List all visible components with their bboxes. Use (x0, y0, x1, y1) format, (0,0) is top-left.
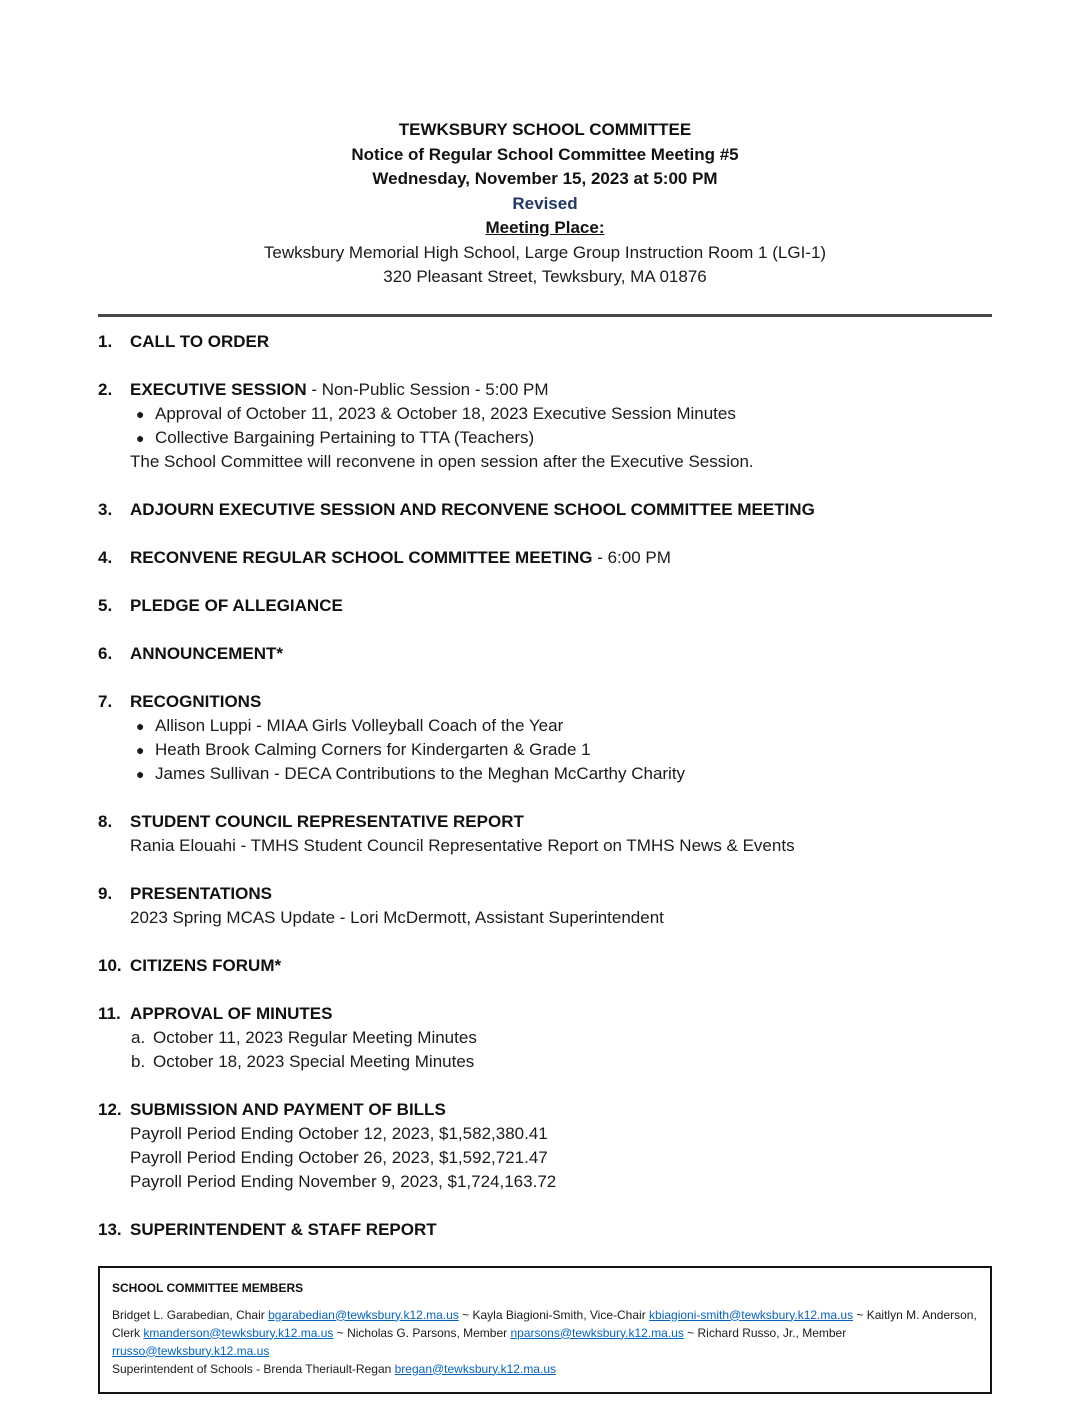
doc-datetime: Wednesday, November 15, 2023 at 5:00 PM (372, 169, 718, 188)
agenda-bullet-text: Approval of October 11, 2023 & October 18, 2023 Executive Session Minutes (155, 403, 736, 423)
agenda-item-note: The School Committee will reconvene in open session after the Executive Session. (130, 451, 754, 471)
agenda-item (98, 954, 992, 978)
agenda-item-text (130, 642, 283, 666)
agenda-item-text (130, 594, 343, 618)
agenda-bullet-text: Heath Brook Calming Corners for Kindergarten & Grade 1 (155, 739, 591, 759)
member-text: ~ Nicholas G. Parsons, Member (333, 1325, 511, 1340)
agenda-item-number: 8. (98, 811, 113, 831)
agenda-item-title: EXECUTIVE SESSION (130, 379, 307, 399)
agenda-item-title: CITIZENS FORUM* (130, 955, 282, 975)
agenda-bullet-text: James Sullivan - DECA Contributions to the Meghan McCarthy Charity (155, 763, 686, 783)
lettered-item-label: b. (131, 1051, 146, 1071)
agenda-item-title: RECONVENE REGULAR SCHOOL COMMITTEE MEETING (130, 547, 593, 567)
agenda-item-heading (98, 1218, 992, 1242)
document-header (98, 118, 992, 290)
agenda-item (98, 378, 992, 474)
agenda-item-suffix: - Non-Public Session - 5:00 PM (306, 379, 549, 399)
agenda-item-text (130, 954, 281, 978)
revised-label: Revised (512, 193, 578, 213)
lettered-item-text: October 18, 2023 Special Meeting Minutes (153, 1051, 475, 1071)
agenda-item-text (130, 690, 261, 714)
agenda-bullet-item (98, 402, 992, 426)
agenda-item-heading (98, 1098, 992, 1122)
agenda-item-number: 12. (98, 1099, 122, 1119)
agenda-item-title: PRESENTATIONS (130, 883, 272, 903)
bullet-icon: ● (136, 765, 145, 782)
venue-line: Tewksbury Memorial High School, Large Group Instruction Room 1 (LGI-1) (263, 242, 827, 262)
bullet-icon: ● (136, 429, 145, 446)
agenda-item-number: 4. (98, 547, 113, 567)
member-text: ~ Richard Russo, Jr., Member (683, 1325, 847, 1340)
header-divider (98, 314, 992, 317)
agenda-item-title: STUDENT COUNCIL REPRESENTATIVE REPORT (130, 811, 524, 831)
members-box-title: SCHOOL COMMITTEE MEMBERS (112, 1280, 304, 1295)
lettered-item-text: October 11, 2023 Regular Meeting Minutes (153, 1027, 477, 1047)
agenda-bullet-item (98, 762, 992, 786)
agenda-item-number: 10. (98, 955, 122, 975)
agenda-item (98, 1002, 992, 1074)
committee-members-box (98, 1266, 992, 1394)
agenda-item-text (130, 1098, 446, 1122)
agenda-item-heading (98, 882, 992, 906)
email-link[interactable]: kmanderson@tewksbury.k12.ma.us (143, 1325, 334, 1340)
agenda-item-heading (98, 954, 992, 978)
agenda-item-number: 9. (98, 883, 113, 903)
bullet-icon: ● (136, 741, 145, 758)
meeting-place-label: Meeting Place: (485, 218, 605, 237)
email-link[interactable]: rrusso@tewksbury.k12.ma.us (112, 1343, 270, 1358)
agenda-item-heading (98, 642, 992, 666)
agenda-item-number: 1. (98, 331, 113, 351)
agenda-item-heading (98, 330, 992, 354)
agenda-item-heading (98, 690, 992, 714)
email-link[interactable]: bgarabedian@tewksbury.k12.ma.us (268, 1307, 459, 1322)
agenda-item-title: CALL TO ORDER (130, 331, 270, 351)
agenda-bullet-text: Allison Luppi - MIAA Girls Volleyball Coach of the Year (155, 715, 564, 735)
member-text: ~ Kaitlyn M. Anderson, Clerk (112, 1307, 977, 1340)
agenda-item (98, 690, 992, 786)
agenda-item-number: 5. (98, 595, 113, 615)
agenda-bullet-item (98, 714, 992, 738)
agenda-item-title: APPROVAL OF MINUTES (130, 1003, 333, 1023)
member-text: Bridget L. Garabedian, Chair (112, 1307, 269, 1322)
members-line-2 (112, 1360, 978, 1378)
agenda-item-heading (98, 1002, 992, 1026)
agenda-item (98, 810, 992, 858)
agenda-item-title: SUPERINTENDENT & STAFF REPORT (130, 1219, 437, 1239)
agenda-item-title: PLEDGE OF ALLEGIANCE (130, 595, 343, 615)
email-link[interactable]: nparsons@tewksbury.k12.ma.us (510, 1325, 684, 1340)
member-text: Superintendent of Schools - Brenda Theriault-Regan (112, 1361, 395, 1376)
agenda-bullet-item (98, 426, 992, 450)
members-line-1 (112, 1306, 978, 1360)
agenda-item (98, 330, 992, 354)
agenda-item-heading (98, 810, 992, 834)
agenda-item (98, 1218, 992, 1242)
agenda-item (98, 1098, 992, 1194)
email-link[interactable]: bregan@tewksbury.k12.ma.us (394, 1361, 556, 1376)
agenda-sub-line: Rania Elouahi - TMHS Student Council Representative Report on TMHS News & Events (130, 835, 795, 855)
agenda-item-number: 13. (98, 1219, 122, 1239)
agenda-item-heading (98, 546, 992, 570)
agenda-item-number: 6. (98, 643, 113, 663)
agenda-list (98, 330, 992, 1266)
agenda-bullet-text: Collective Bargaining Pertaining to TTA (Teachers) (155, 427, 535, 447)
agenda-item-number: 7. (98, 691, 113, 711)
agenda-item (98, 642, 992, 666)
agenda-item-number: 11. (98, 1003, 121, 1023)
lettered-item-label: a. (131, 1027, 146, 1047)
agenda-item-heading (98, 594, 992, 618)
agenda-item-text (130, 1002, 332, 1026)
bullet-icon: ● (136, 717, 145, 734)
agenda-sub-line: 2023 Spring MCAS Update - Lori McDermott, Assistant Superintendent (130, 907, 664, 927)
agenda-item-text (130, 378, 549, 402)
member-text: ~ Kayla Biagioni-Smith, Vice-Chair (458, 1307, 650, 1322)
agenda-sub-line: Payroll Period Ending October 12, 2023, $1,582,380.41 (130, 1123, 548, 1143)
agenda-item-suffix: - 6:00 PM (592, 547, 671, 567)
agenda-item-number: 2. (98, 379, 113, 399)
agenda-item-heading (98, 378, 992, 402)
agenda-item-title: SUBMISSION AND PAYMENT OF BILLS (130, 1099, 446, 1119)
agenda-item (98, 498, 992, 522)
agenda-item (98, 594, 992, 618)
address-line: 320 Pleasant Street, Tewksbury, MA 01876 (383, 267, 707, 286)
agenda-sub-line: Payroll Period Ending October 26, 2023, $1,592,721.47 (130, 1147, 548, 1167)
doc-subtitle: Notice of Regular School Committee Meeting #5 (351, 144, 739, 164)
agenda-item (98, 546, 992, 570)
agenda-bullet-item (98, 738, 992, 762)
agenda-sub-line: Payroll Period Ending November 9, 2023, $1,724,163.72 (130, 1171, 557, 1191)
agenda-item-title: ANNOUNCEMENT* (130, 643, 283, 663)
email-link[interactable]: kbiagioni-smith@tewksbury.k12.ma.us (649, 1307, 854, 1322)
agenda-item-text (130, 498, 815, 522)
agenda-lettered-item (98, 1050, 992, 1074)
agenda-item (98, 882, 992, 930)
doc-title: TEWKSBURY SCHOOL COMMITTEE (398, 120, 692, 139)
agenda-item-text (130, 330, 269, 354)
agenda-item-text (130, 546, 671, 570)
agenda-item-text (130, 810, 524, 834)
bullet-icon: ● (136, 405, 145, 422)
agenda-lettered-item (98, 1026, 992, 1050)
agenda-item-title: ADJOURN EXECUTIVE SESSION AND RECONVENE SCHOOL COMMITTEE MEETING (130, 499, 815, 519)
agenda-item-text (130, 1218, 437, 1242)
agenda-item-heading (98, 498, 992, 522)
agenda-item-title: RECOGNITIONS (130, 691, 262, 711)
agenda-item-number: 3. (98, 499, 113, 519)
agenda-item-text (130, 882, 272, 906)
